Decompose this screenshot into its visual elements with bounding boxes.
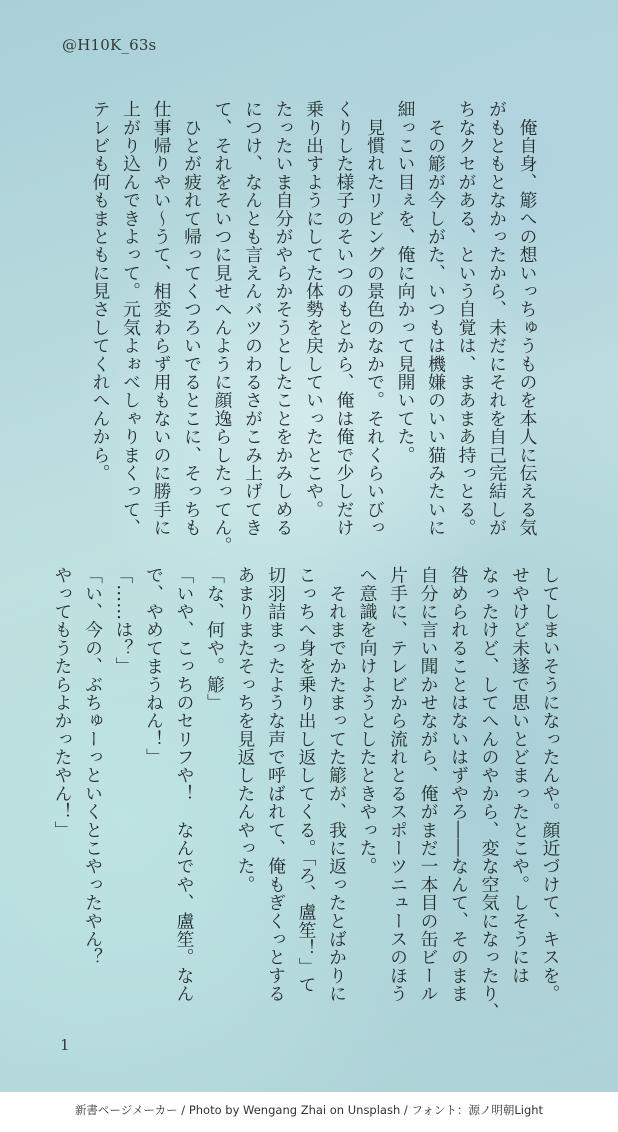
text-line: なったけど、してへんのやから、変な空気になったり、 <box>479 566 500 1021</box>
text-line: 乗り出すようにしてた体勢を戻していったとこや。 <box>303 100 325 519</box>
text-line: ちなクセがある、という自覚は、まあまあ持っとる。 <box>456 100 477 537</box>
text-line: 切羽詰まったような声で呼ばれて、俺もぎくっとする <box>265 566 287 1003</box>
credit-line: 新書ページメーカー / Photo by Wengang Zhai on Unsplash / フォント：源ノ明朝Light <box>74 1103 544 1117</box>
text-line: 仕事帰りやい〜うて、相変わらず用もないのに勝手に <box>151 100 172 537</box>
text-line: へ意識を向けようとしたときやった。 <box>357 566 378 876</box>
text-line: がもともとなかったから、未だにそれを自己完結しが <box>486 100 508 537</box>
text-line: 咎められることはないはずやろ――なんて、そのまま <box>448 566 470 1003</box>
text-line: してしまいそうになったんや。顔近づけて、キスを。 <box>540 566 561 1003</box>
author-handle: @H10K_63s <box>62 36 157 54</box>
text-line: それまでかたまってた簓が、我に返ったとばかりに <box>326 566 348 1003</box>
text-line: くりした様子のそいつのもとから、俺は俺で少しだけ <box>334 100 355 537</box>
text-line: 「いや、こっちのセリフや！ なんでや、盧笙。なん <box>174 566 195 1003</box>
text-block-upper <box>52 100 542 570</box>
text-line: テレビも何もまともに見さしてくれへんから。 <box>90 100 111 482</box>
text-line: で、やめてまうねん！」 <box>143 566 165 767</box>
text-line: こっちへ身を乗り出し返してくる。「ろ、盧笙！」て <box>296 566 317 994</box>
text-line: その簓が今しがた、いつもは機嫌のいい猫みたいに <box>425 100 447 537</box>
text-line: につけ、なんとも言えんバツのわるさがこみ上げてき <box>242 100 264 537</box>
text-line: 「……は？」 <box>113 566 134 676</box>
page-number: 1 <box>60 1036 70 1054</box>
text-line: て、それをそいつに見せへんように顔逸らしたってん。 <box>212 100 233 555</box>
text-line: 「い、今の、ぶちゅーっといくとこやったやん？ <box>82 566 104 967</box>
text-line: 自分に言い聞かせながら、俺がまだ一本目の缶ビール <box>418 566 439 1003</box>
text-line: たったいま自分がやらかそうとしたことをかみしめる <box>273 100 294 537</box>
text-line: 見慣れたリビングの景色のなかで。それくらいびっ <box>364 100 386 537</box>
text-line: 細っこい目ぇを、俺に向かって見開いてた。 <box>395 100 416 464</box>
text-line: 「な、何や。簓」 <box>204 566 226 712</box>
text-line: やってもうたらよかったやん！」 <box>52 566 73 839</box>
text-block-lower <box>52 566 565 1036</box>
text-line: 俺自身、簓への想いっちゅうものを本人に伝える気 <box>517 100 538 537</box>
text-line: 片手に、テレビから流れとるスポーツニュースのほう <box>387 566 409 1003</box>
text-line: ひとが疲れて帰ってくつろいでるとこに、そっちも <box>181 100 203 537</box>
text-line: 上がり込んできよって。元気よぉべしゃりまくって、 <box>120 100 142 537</box>
text-line: せやけど未遂で思いとどまったとこや。しそうには <box>509 566 531 985</box>
text-line: あまりまたそっちを見返したんやった。 <box>235 566 256 894</box>
